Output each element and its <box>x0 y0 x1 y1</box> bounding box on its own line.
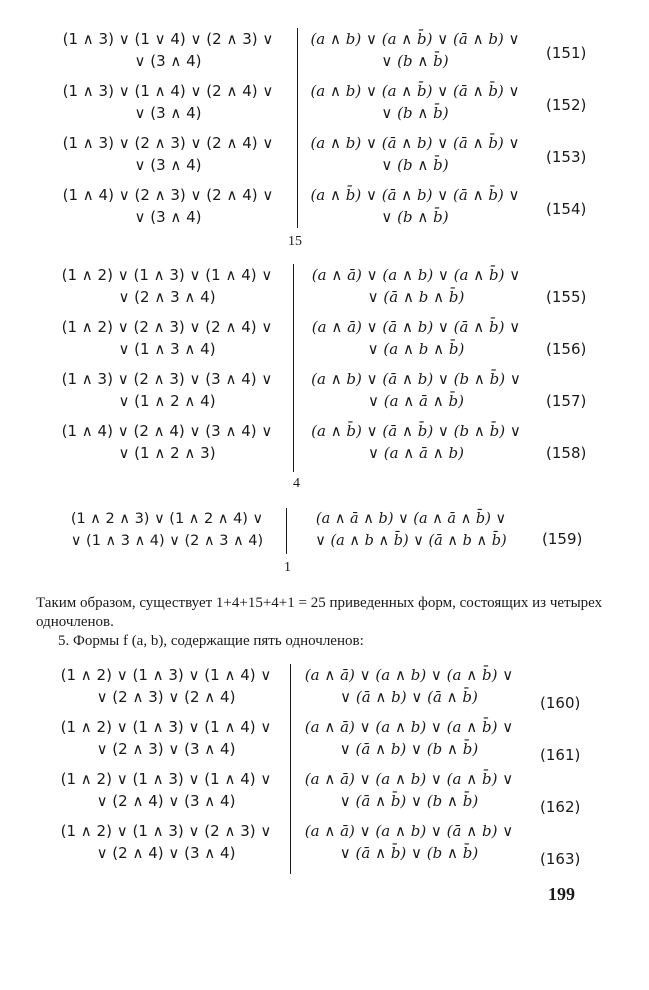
letter-form: (a ∧ b) ∨ (a ∧ b̄) ∨ (ā ∧ b̄) ∨ ∨ (b ∧ b̄) <box>310 82 520 122</box>
formula-row-153 <box>0 128 649 180</box>
formula-group-4 <box>0 660 649 868</box>
index-form: (1 ∧ 2) ∨ (1 ∧ 3) ∨ (1 ∧ 4) ∨ ∨ (2 ∧ 3 ∧ 4) <box>61 266 273 306</box>
letter-form: (a ∧ b) ∨ (ā ∧ b) ∨ (ā ∧ b̄) ∨ ∨ (b ∧ b̄) <box>310 134 520 174</box>
index-form: (1 ∧ 3) ∨ (1 ∧ 4) ∨ (2 ∧ 4) ∨ ∨ (3 ∧ 4) <box>62 82 274 122</box>
letter-form: (a ∧ ā) ∨ (ā ∧ b) ∨ (ā ∧ b̄) ∨ ∨ (a ∧ b ∧ b̄) <box>311 318 521 358</box>
equation-number: (151) <box>546 44 587 62</box>
letter-form: (a ∧ b̄) ∨ (ā ∧ b̄) ∨ (b ∧ b̄) ∨ ∨ (a ∧ ā ∧ b) <box>311 422 521 462</box>
section-heading: 5. Формы f (a, b), содержащие пять одночленов: <box>58 633 364 649</box>
formula-row-160 <box>0 660 649 712</box>
formula-row-154 <box>0 180 649 232</box>
formula-row-151 <box>0 24 649 76</box>
index-form: (1 ∧ 3) ∨ (2 ∧ 3) ∨ (3 ∧ 4) ∨ ∨ (1 ∧ 2 ∧ 4) <box>61 370 273 410</box>
group-count: 15 <box>288 234 302 249</box>
index-form: (1 ∧ 2) ∨ (2 ∧ 3) ∨ (2 ∧ 4) ∨ ∨ (1 ∧ 3 ∧ 4) <box>61 318 273 358</box>
letter-form: (a ∧ b) ∨ (a ∧ b̄) ∨ (ā ∧ b) ∨ ∨ (b ∧ b̄) <box>310 30 520 70</box>
equation-number: (159) <box>542 530 583 548</box>
equation-number: (156) <box>546 340 587 358</box>
formula-row-156 <box>0 312 649 364</box>
group-count: 1 <box>284 560 291 575</box>
letter-form: (a ∧ ā) ∨ (a ∧ b) ∨ (a ∧ b̄) ∨ ∨ (ā ∧ b ∧ b̄) <box>311 266 521 306</box>
formula-group-2 <box>0 260 649 491</box>
equation-number: (157) <box>546 392 587 410</box>
letter-form: (a ∧ ā) ∨ (a ∧ b) ∨ (a ∧ b̄) ∨ ∨ (ā ∧ b) ∨ (b ∧ b̄) <box>304 718 514 758</box>
equation-number: (160) <box>540 694 581 712</box>
formula-row-162 <box>0 764 649 816</box>
summary-paragraph: Таким образом, существует 1+4+15+4+1 = 25 приведенных форм, состоящих из четырех одночленов. <box>36 595 603 630</box>
equation-number: (158) <box>546 444 587 462</box>
formula-group-3 <box>0 502 649 575</box>
equation-number: (161) <box>540 746 581 764</box>
index-form: (1 ∧ 2) ∨ (1 ∧ 3) ∨ (1 ∧ 4) ∨ ∨ (2 ∧ 4) ∨ (3 ∧ 4) <box>60 770 272 810</box>
formula-row-152 <box>0 76 649 128</box>
page-number: 199 <box>548 884 575 904</box>
letter-form: (a ∧ ā) ∨ (a ∧ b) ∨ (a ∧ b̄) ∨ ∨ (ā ∧ b) ∨ (ā ∧ b̄) <box>304 666 514 706</box>
formula-row-163 <box>0 816 649 868</box>
equation-number: (152) <box>546 96 587 114</box>
index-form: (1 ∧ 2) ∨ (1 ∧ 3) ∨ (2 ∧ 3) ∨ ∨ (2 ∧ 4) ∨ (3 ∧ 4) <box>60 822 272 862</box>
index-form: (1 ∧ 3) ∨ (1 ∨ 4) ∨ (2 ∧ 3) ∨ ∨ (3 ∧ 4) <box>62 30 274 70</box>
index-form: (1 ∧ 4) ∨ (2 ∧ 4) ∨ (3 ∧ 4) ∨ ∨ (1 ∧ 2 ∧ 3) <box>61 422 273 462</box>
index-form: (1 ∧ 3) ∨ (2 ∧ 3) ∨ (2 ∧ 4) ∨ ∨ (3 ∧ 4) <box>62 134 274 174</box>
letter-form: (a ∧ ā) ∨ (a ∧ b) ∨ (ā ∧ b) ∨ ∨ (ā ∧ b̄) ∨ (b ∧ b̄) <box>304 822 514 862</box>
formula-row-157 <box>0 364 649 416</box>
formula-row-161 <box>0 712 649 764</box>
equation-number: (163) <box>540 850 581 868</box>
formula-group-1 <box>0 24 649 249</box>
formula-row-158 <box>0 416 649 468</box>
index-form: (1 ∧ 2 ∧ 3) ∨ (1 ∧ 2 ∧ 4) ∨ ∨ (1 ∧ 3 ∧ 4) ∨ (2 ∧ 3 ∧ 4) <box>70 511 264 549</box>
group-count: 4 <box>293 476 300 491</box>
index-form: (1 ∧ 2) ∨ (1 ∧ 3) ∨ (1 ∧ 4) ∨ ∨ (2 ∧ 3) ∨ (3 ∧ 4) <box>60 718 272 758</box>
equation-number: (155) <box>546 288 587 306</box>
equation-number: (162) <box>540 798 581 816</box>
letter-form: (a ∧ b̄) ∨ (ā ∧ b) ∨ (ā ∧ b̄) ∨ ∨ (b ∧ b̄) <box>310 186 520 226</box>
index-form: (1 ∧ 4) ∨ (2 ∧ 3) ∨ (2 ∧ 4) ∨ ∨ (3 ∧ 4) <box>62 186 274 226</box>
equation-number: (154) <box>546 200 587 218</box>
letter-form: (a ∧ ā ∧ b) ∨ (a ∧ ā ∧ b̄) ∨ ∨ (a ∧ b ∧ b̄) ∨ (ā ∧ b ∧ b̄) <box>315 511 507 549</box>
letter-form: (a ∧ b) ∨ (ā ∧ b) ∨ (b ∧ b̄) ∨ ∨ (a ∧ ā ∧ b̄) <box>311 370 521 410</box>
letter-form: (a ∧ ā) ∨ (a ∧ b) ∨ (a ∧ b̄) ∨ ∨ (ā ∧ b̄) ∨ (b ∧ b̄) <box>304 770 514 810</box>
formula-row-159 <box>0 502 649 558</box>
equation-number: (153) <box>546 148 587 166</box>
index-form: (1 ∧ 2) ∨ (1 ∧ 3) ∨ (1 ∧ 4) ∨ ∨ (2 ∧ 3) ∨ (2 ∧ 4) <box>60 666 272 706</box>
formula-row-155 <box>0 260 649 312</box>
